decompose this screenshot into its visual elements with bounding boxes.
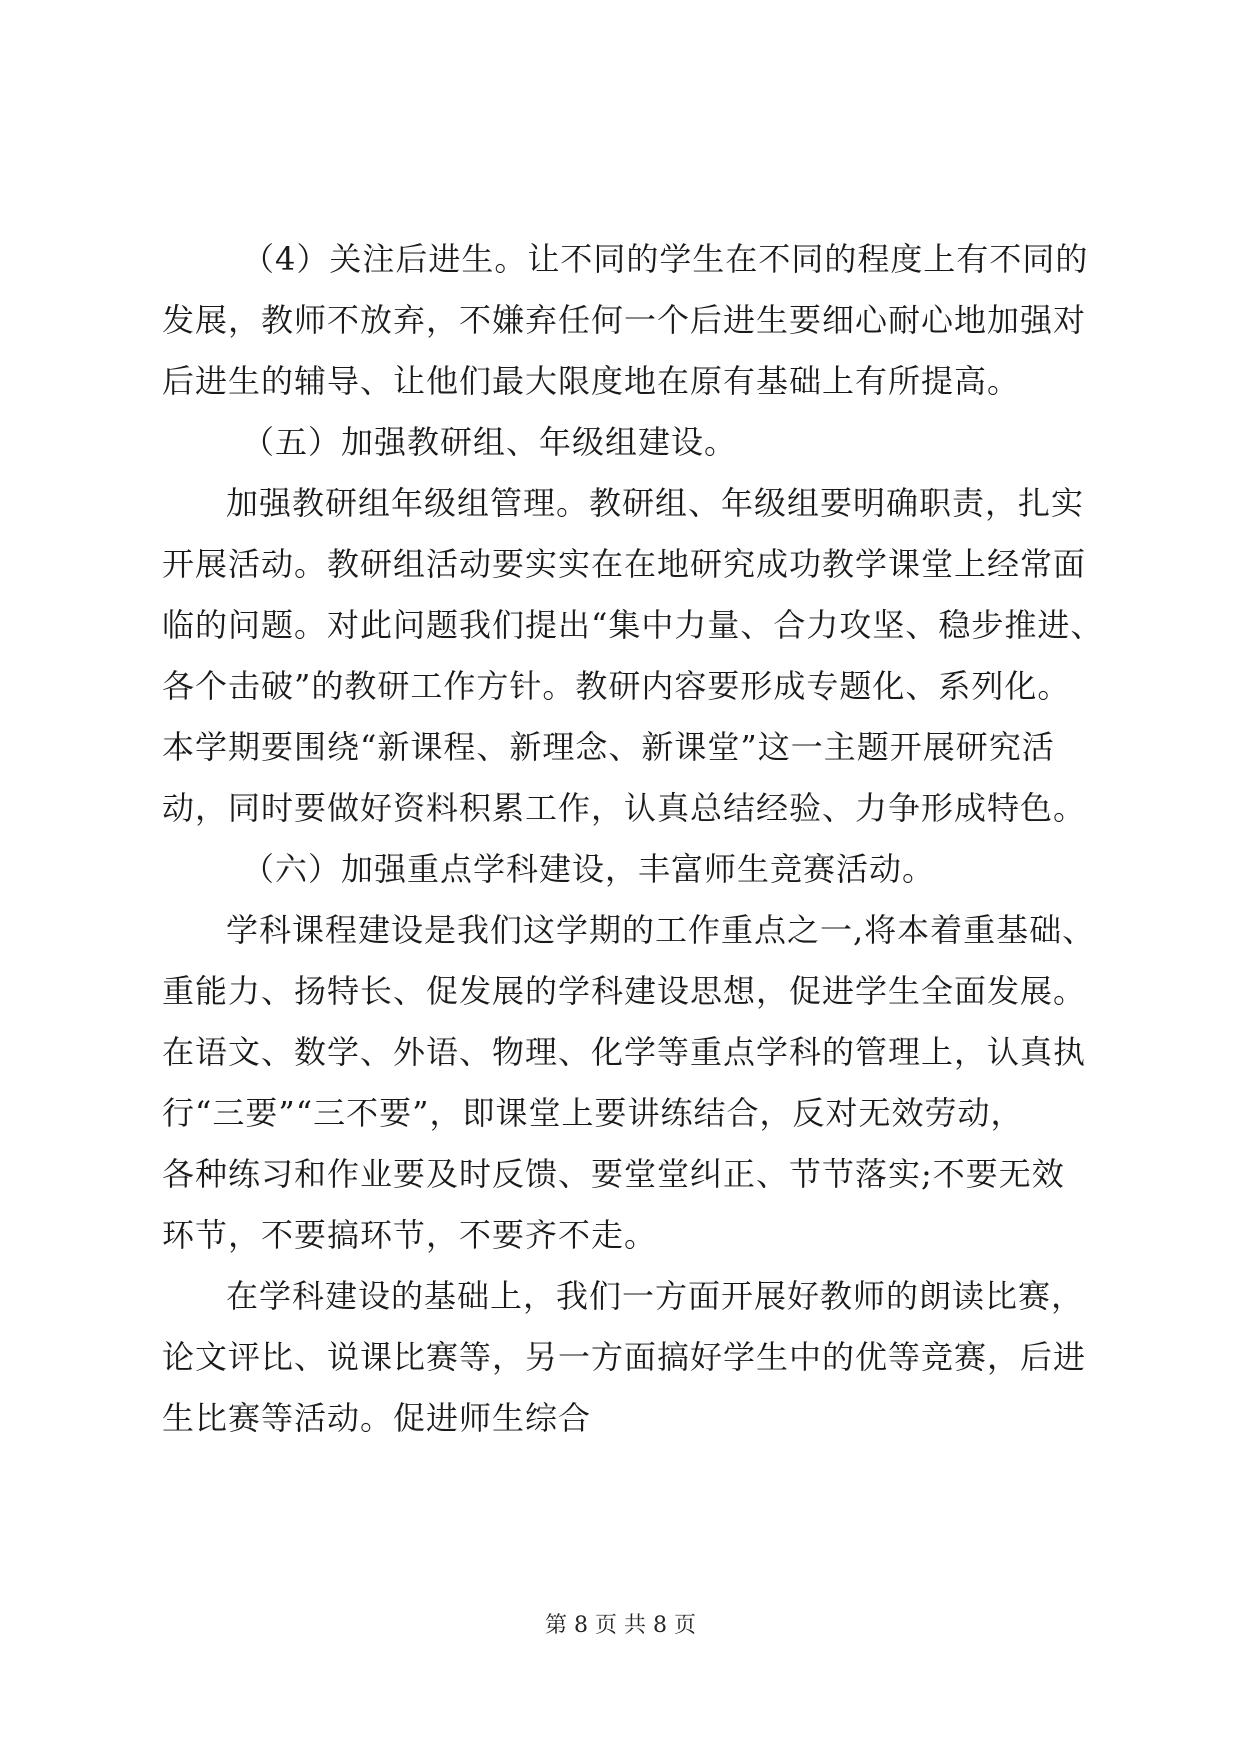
text-line: 本学期要围绕“新课程、新理念、新课堂”这一主题开展研究活 xyxy=(162,728,1055,766)
text-line: 后进生的辅导、让他们最大限度地在原有基础上有所提高。 xyxy=(162,362,1021,400)
page-footer: 第 8 页 共 8 页 xyxy=(545,1613,696,1638)
text-line: 加强教研组年级组管理。教研组、年级组要明确职责，扎实 xyxy=(226,484,1085,522)
text-line: 学科课程建设是我们这学期的工作重点之一,将本着重基础、 xyxy=(226,911,1096,949)
text-line: 各个击破”的教研工作方针。教研内容要形成专题化、系列化。 xyxy=(162,667,1071,705)
text-line: 动，同时要做好资料积累工作，认真总结经验、力争形成特色。 xyxy=(162,789,1087,827)
text-line: 开展活动。教研组活动要实实在在地研究成功教学课堂上经常面 xyxy=(162,545,1087,583)
text-line: 在语文、数学、外语、物理、化学等重点学科的管理上，认真执 xyxy=(162,1033,1087,1071)
text-line: 重能力、扬特长、促发展的学科建设思想，促进学生全面发展。 xyxy=(162,972,1087,1010)
text-line: 行“三要”“三不要”，即课堂上要讲练结合，反对无效劳动， xyxy=(162,1094,1024,1132)
text-line: 发展，教师不放弃，不嫌弃任何一个后进生要细心耐心地加强对 xyxy=(162,301,1087,339)
text-line: （六）加强重点学科建设，丰富师生竞赛活动。 xyxy=(242,850,936,888)
text-line: 环节，不要搞环节，不要齐不走。 xyxy=(162,1216,658,1254)
document-body xyxy=(162,229,1104,1449)
text-line: （五）加强教研组、年级组建设。 xyxy=(242,423,738,461)
text-line: 临的问题。对此问题我们提出“集中力量、合力攻坚、稳步推进、 xyxy=(162,606,1104,644)
text-line: 论文评比、说课比赛等，另一方面搞好学生中的优等竞赛，后进 xyxy=(162,1338,1087,1376)
text-line: 生比赛等活动。促进师生综合 xyxy=(162,1399,592,1437)
text-line: 在学科建设的基础上，我们一方面开展好教师的朗读比赛， xyxy=(226,1277,1085,1315)
text-line: （4）关注后进生。让不同的学生在不同的程度上有不同的 xyxy=(242,240,1089,278)
text-line: 各种练习和作业要及时反馈、要堂堂纠正、节节落实;不要无效 xyxy=(162,1155,1065,1193)
